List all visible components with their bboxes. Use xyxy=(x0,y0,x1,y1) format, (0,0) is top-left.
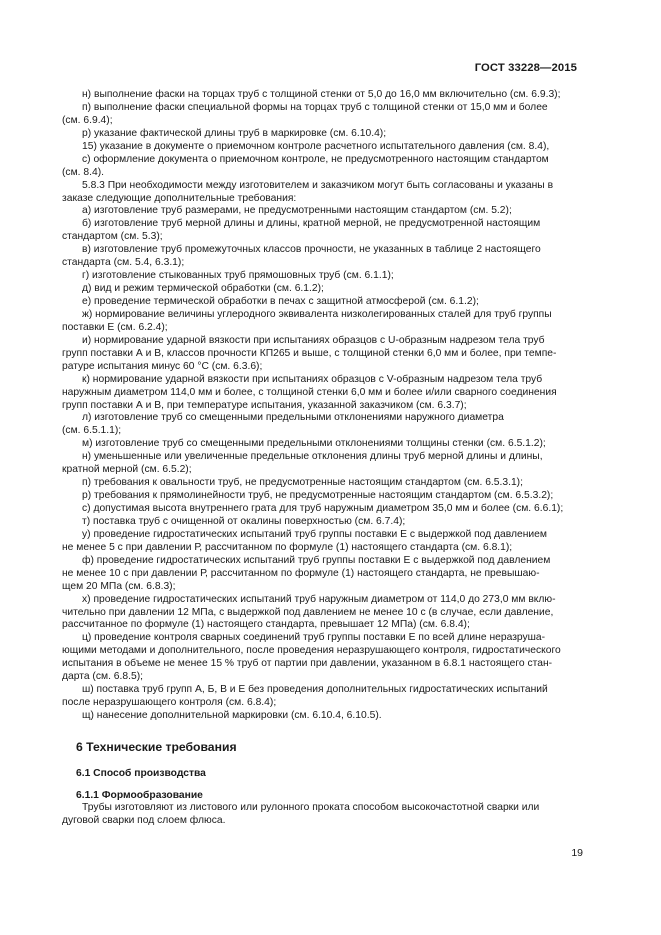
section-title: 6 Технические требования xyxy=(76,739,237,754)
list-item: б) изготовление труб мерной длины и длины, кратной мерной, не предусмотренной настоящим стандартом (см. 5.3); xyxy=(62,218,541,243)
list-item: ф) проведение гидростатических испытаний труб группы поставки Е с выдержкой под давлением не менее 10 с при давлении Р, рассчитанном по формуле (1) настоящего стандарта, не превышаю- щем 20 МПа (см. 6.8.3); xyxy=(62,554,551,592)
body-paragraph: Трубы изготовляют из листового или рулонного проката способом высокочастотной сварки или дуговой сварки под слоем флюса. xyxy=(62,801,540,826)
list-item: 5.8.3 При необходимости между изготовителем и заказчиком могут быть согласованы и указаны в заказе следующие дополнительные требования: xyxy=(62,179,554,204)
list-item: х) проведение гидростатических испытаний труб наружным диаметром от 114,0 до 273,0 мм вклю- чительно при давлении 12 МПа, с выдержкой под давлением не менее 10 с (в случае, если давление, рассчитанное по формуле (1) настоящего стандарта, превышает 12 МПа) (см. 6.8.4); xyxy=(62,593,556,631)
page-number: 19 xyxy=(571,847,583,859)
list-item: н) уменьшенные или увеличенные предельные отклонения длины труб мерной длины и длины, кратной мерной (см. 6.5.2); xyxy=(62,451,543,476)
list-item: т) поставка труб с очищенной от окалины поверхностью (см. 6.7.4); xyxy=(82,515,406,527)
list-item: а) изготовление труб размерами, не предусмотренными настоящим стандартом (см. 5.2); xyxy=(82,205,512,217)
list-item: 15) указание в документе о приемочном контроле расчетного испытательного давления (см. 8.4), xyxy=(82,140,550,152)
list-item: л) изготовление труб со смещенными предельными отклонениями наружного диаметра (см. 6.5.1.1); xyxy=(62,412,504,437)
list-item: щ) нанесение дополнительной маркировки (см. 6.10.4, 6.10.5). xyxy=(82,710,382,721)
list-item: р) требования к прямолинейности труб, не предусмотренные настоящим стандартом (см. 6.5.3.2); xyxy=(82,490,554,502)
list-item: п) выполнение фаски специальной формы на торцах труб с толщиной стенки от 15,0 мм и более (см. 6.9.4); xyxy=(62,101,548,126)
list-item: р) указание фактической длины труб в маркировке (см. 6.10.4); xyxy=(82,127,387,139)
document-code-header: ГОСТ 33228—2015 xyxy=(474,62,577,74)
subsubsection-title: 6.1.1 Формообразование xyxy=(76,789,203,801)
subsection-title: 6.1 Способ производства xyxy=(76,767,206,779)
list-item: ж) нормирование величины углеродного эквивалента низколегированных сталей для труб группы поставки Е (см. 6.2.4); xyxy=(62,308,552,333)
list-item: и) нормирование ударной вязкости при испытаниях образцов с U-образным надрезом тела труб групп поставки А и В, классов прочности КП265 и выше, с толщиной стенки 6,0 мм и более, при темпе- ратуре испытания минус 60 °С (см. 6.3.6); xyxy=(62,334,557,372)
list-item: е) проведение термической обработки в печах с защитной атмосферой (см. 6.1.2); xyxy=(82,296,479,307)
list-item: ц) проведение контроля сварных соединений труб группы поставки Е по всей длине неразруша- ющими методами и дополнительного, после проведения неразрушающего контроля, гидростатического испытания в объеме не менее 15 % труб от партии при давлении, указанном в 6.8.1 настоящего стан- дарта (см. 6.8.5); xyxy=(62,632,561,683)
list-item: у) проведение гидростатических испытаний труб группы поставки Е с выдержкой под давлением не менее 5 с при давлении Р, рассчитанном по формуле (1) настоящего стандарта (см. 6.8.1); xyxy=(62,528,547,553)
page-body xyxy=(62,89,586,828)
list-item: д) вид и режим термической обработки (см. 6.1.2); xyxy=(82,283,324,295)
requirements-list xyxy=(62,89,586,723)
list-item: м) изготовление труб со смещенными предельными отклонениями толщины стенки (см. 6.5.1.2); xyxy=(82,438,546,450)
list-item: ш) поставка труб групп А, Б, В и Е без проведения дополнительных гидростатических испытаний после неразрушающего контроля (см. 6.8.4); xyxy=(62,684,548,709)
list-item: п) требования к овальности труб, не предусмотренные настоящим стандартом (см. 6.5.3.1); xyxy=(82,477,523,489)
list-item: с) допустимая высота внутреннего грата для труб наружным диаметром 35,0 мм и более (см. 6.6.1); xyxy=(82,503,564,514)
list-item: в) изготовление труб промежуточных классов прочности, не указанных в таблице 2 настоящего стандарта (см. 5.4, 6.3.1); xyxy=(62,244,541,269)
list-item: г) изготовление стыкованных труб прямошовных труб (см. 6.1.1); xyxy=(82,270,394,282)
list-item: с) оформление документа о приемочном контроле, не предусмотренного настоящим стандартом (см. 8.4). xyxy=(62,153,549,178)
list-item: н) выполнение фаски на торцах труб с толщиной стенки от 5,0 до 16,0 мм включительно (см. 6.9.3); xyxy=(82,89,561,100)
list-item: к) нормирование ударной вязкости при испытаниях образцов с V-образным надрезом тела труб наружным диаметром 114,0 мм и более, с толщиной стенки 6,0 мм и более и/или сварного соединения групп поставки А и В, при температуре испытания, указанной заказчиком (см. 6.3.7); xyxy=(62,373,557,411)
